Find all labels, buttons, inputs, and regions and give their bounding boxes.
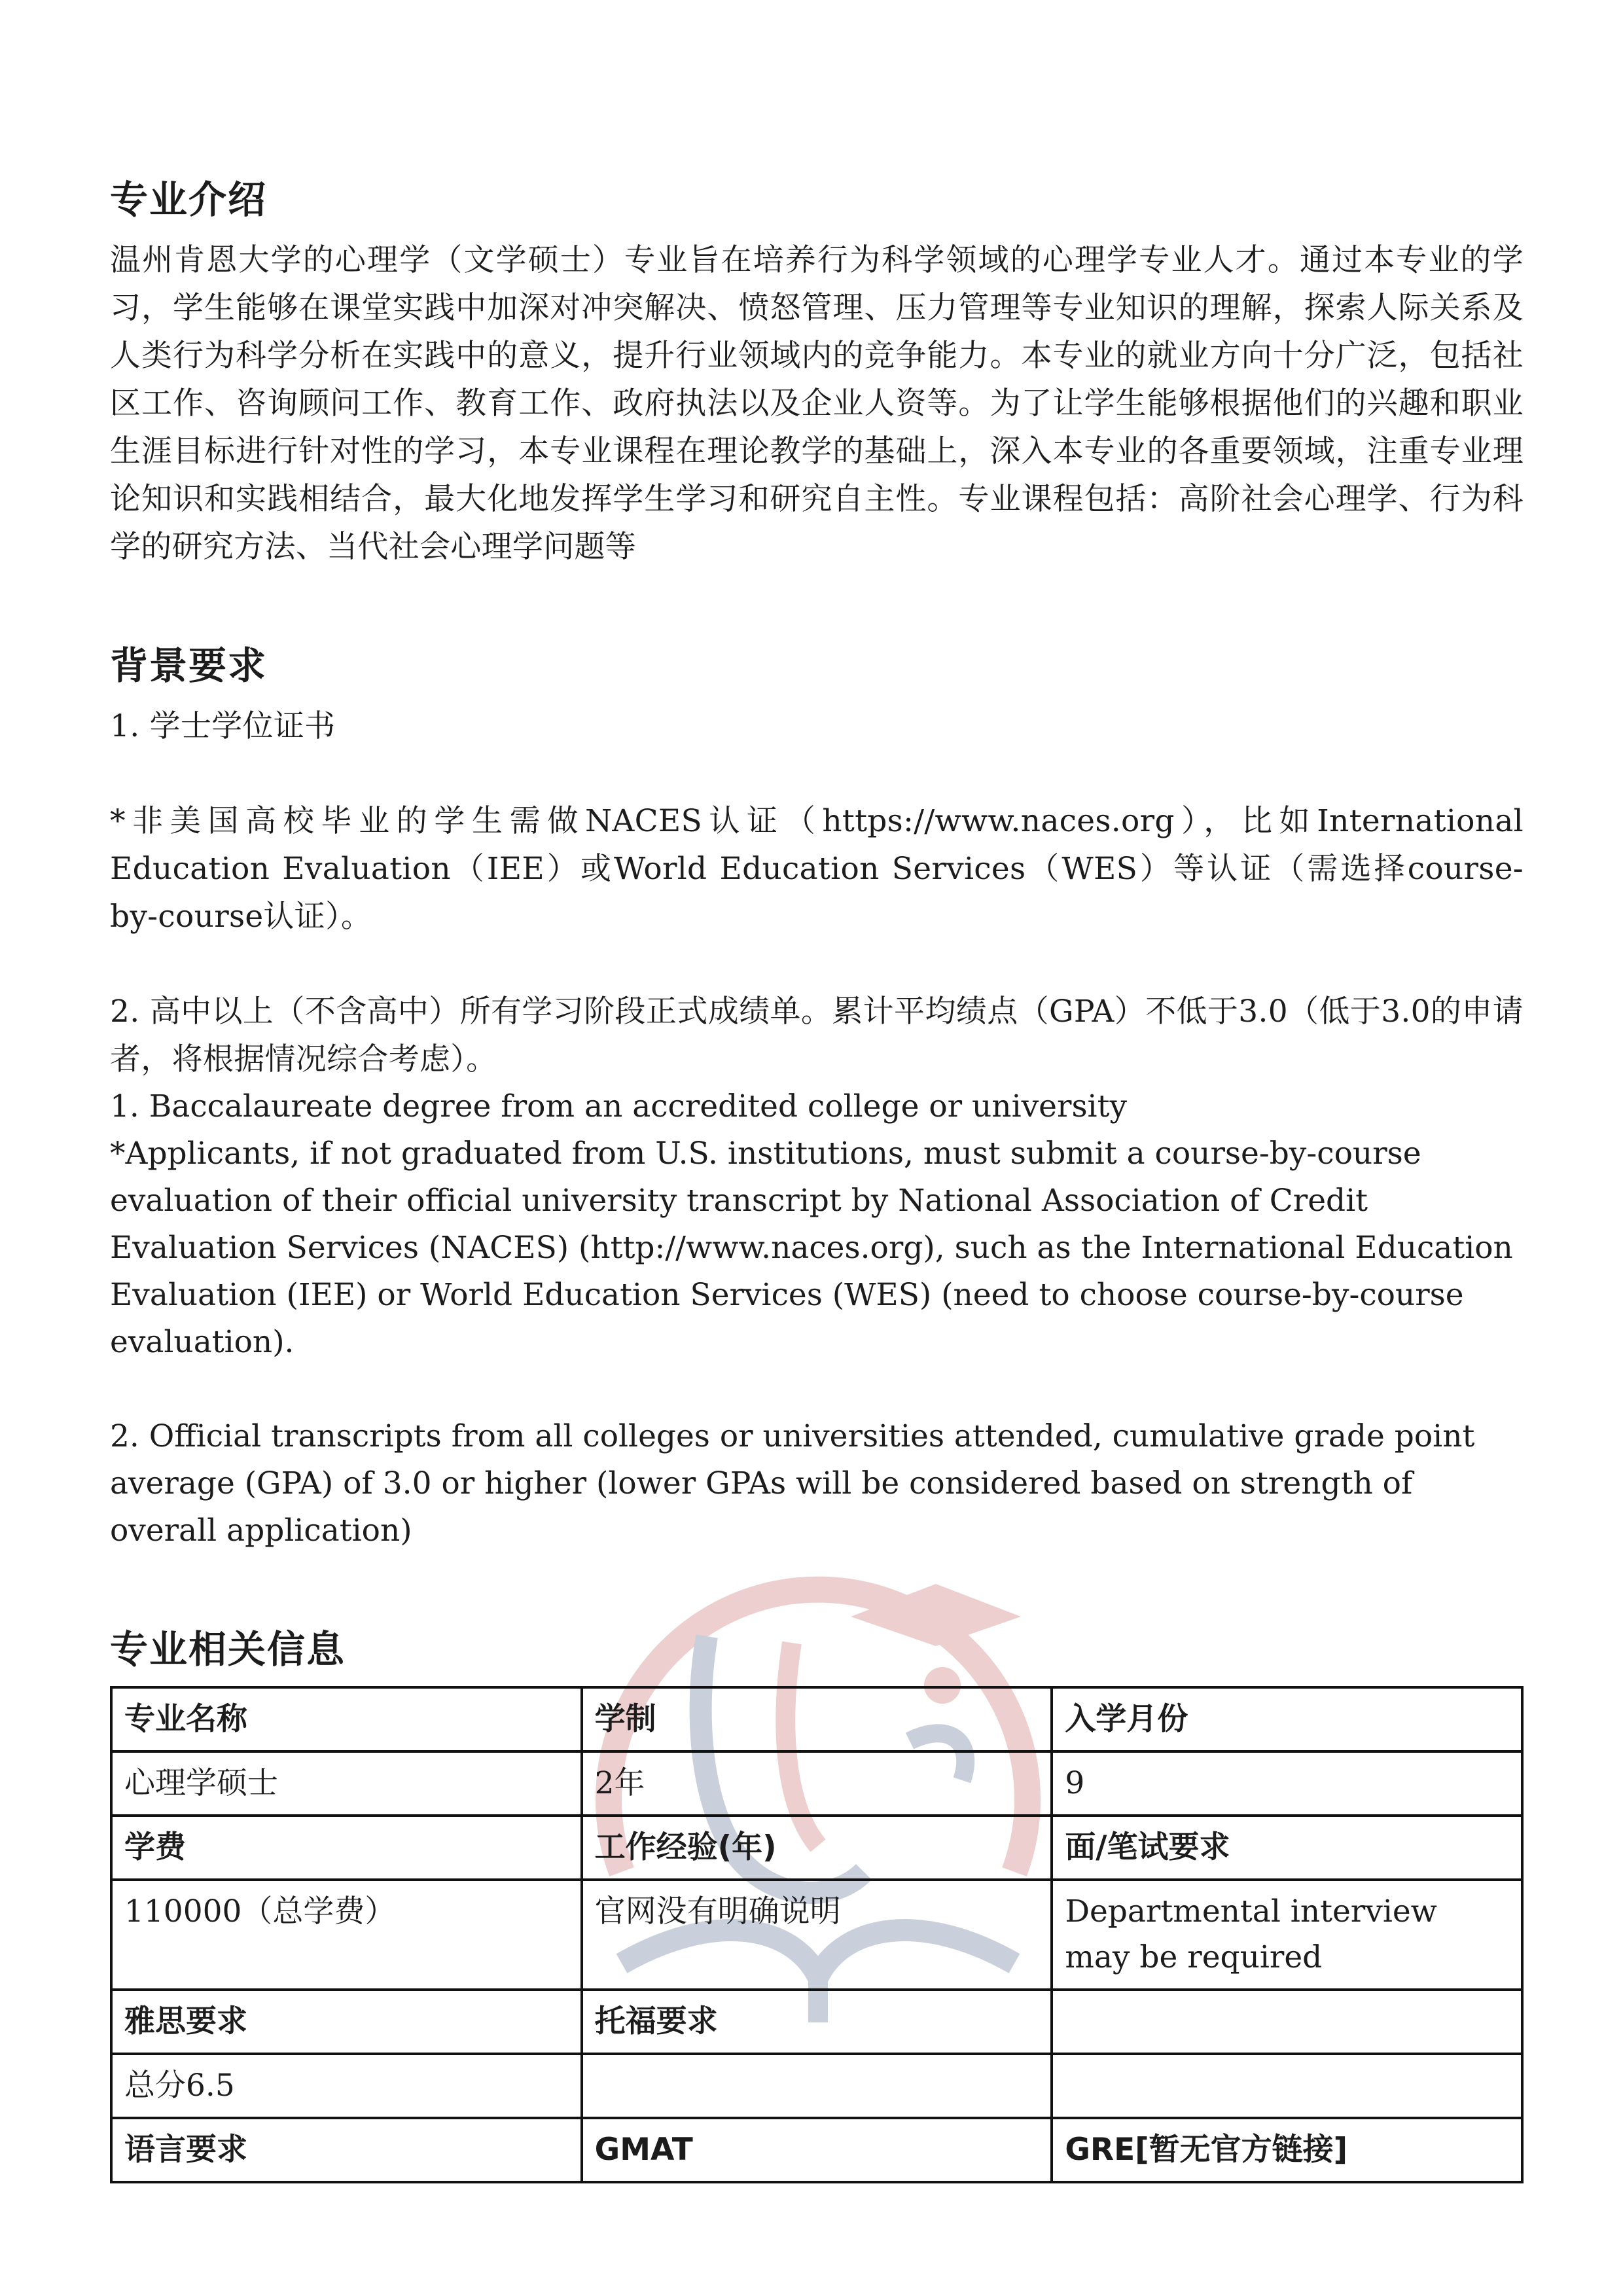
table-cell: 官网没有明确说明 <box>582 1880 1052 1990</box>
table-header-cell: 专业名称 <box>111 1687 582 1751</box>
table-row <box>111 1687 1522 1751</box>
en-requirement-2: 2. Official transcripts from all colleges or universities attended, cumulative grade point average (GPA) of 3.0 or higher (lower GPAs will be considered based on strength of overall application) <box>110 1418 1475 1549</box>
intro-paragraph: 温州肯恩大学的心理学（文学硕士）专业旨在培养行为科学领域的心理学专业人才。通过本专业的学习，学生能够在课堂实践中加深对冲突解决、愤怒管理、压力管理等专业知识的理解，探索人际关系及人类行为科学分析在实践中的意义，提升行业领域内的竞争能力。本专业的就业方向十分广泛，包括社区工作、咨询顾问工作、教育工作、政府执法以及企业人资等。为了让学生能够根据他们的兴趣和职业生涯目标进行针对性的学习，本专业课程在理论教学的基础上，深入本专业的各重要领域，注重专业理论知识和实践相结合，最大化地发挥学生学习和研究自主性。专业课程包括：高阶社会心理学、行为科学的研究方法、当代社会心理学问题等 <box>110 242 1524 565</box>
table-cell: 110000（总学费） <box>111 1880 582 1990</box>
zh-naces-note: *非美国高校毕业的学生需做NACES认证（https://www.naces.org），比如International Education Evaluation（IEE）或World Education Services（WES）等认证（需选择course-by-course认证）。 <box>110 803 1524 935</box>
table-header-cell: 学费 <box>111 1816 582 1880</box>
table-row <box>111 1751 1522 1816</box>
en-naces-note: *Applicants, if not graduated from U.S. institutions, must submit a course-by-course evaluation of their official university transcript by National Association of Credit Evaluation Services (NACES) (http://www.naces.org), such as the International Education Evaluation (IEE) or World Education Services (WES) (need to choose course-by-course evaluation). <box>110 1136 1513 1360</box>
table-header-cell: 托福要求 <box>582 1990 1052 2054</box>
table-header-cell <box>1052 1990 1522 2054</box>
program-info-table <box>110 1686 1524 2183</box>
table-row <box>111 1816 1522 1880</box>
table-header-cell: 学制 <box>582 1687 1052 1751</box>
en-requirement-1: 1. Baccalaureate degree from an accredited college or university <box>110 1088 1128 1124</box>
table-header-cell: GRE[暂无官方链接] <box>1052 2118 1522 2182</box>
background-heading: 背景要求 <box>110 643 268 688</box>
document-page <box>110 173 1524 2183</box>
table-row <box>111 2054 1522 2118</box>
table-cell <box>582 2054 1052 2118</box>
intro-heading: 专业介绍 <box>110 177 268 222</box>
table-header-cell: 语言要求 <box>111 2118 582 2182</box>
table-cell: Departmental interview may be required <box>1052 1880 1522 1990</box>
table-header-cell: GMAT <box>582 2118 1052 2182</box>
table-header-cell: 雅思要求 <box>111 1990 582 2054</box>
zh-requirement-1: 1. 学士学位证书 <box>110 708 336 744</box>
table-cell: 总分6.5 <box>111 2054 582 2118</box>
table-header-cell: 入学月份 <box>1052 1687 1522 1751</box>
table-row <box>111 1880 1522 1990</box>
table-row <box>111 2118 1522 2182</box>
zh-requirement-2: 2. 高中以上（不含高中）所有学习阶段正式成绩单。累计平均绩点（GPA）不低于3.0（低于3.0的申请者，将根据情况综合考虑）。 <box>110 994 1524 1077</box>
info-heading: 专业相关信息 <box>110 1627 346 1672</box>
table-row <box>111 1990 1522 2054</box>
table-header-cell: 工作经验(年) <box>582 1816 1052 1880</box>
table-cell: 心理学硕士 <box>111 1751 582 1816</box>
table-header-cell: 面/笔试要求 <box>1052 1816 1522 1880</box>
table-cell: 2年 <box>582 1751 1052 1816</box>
table-cell: 9 <box>1052 1751 1522 1816</box>
table-cell <box>1052 2054 1522 2118</box>
